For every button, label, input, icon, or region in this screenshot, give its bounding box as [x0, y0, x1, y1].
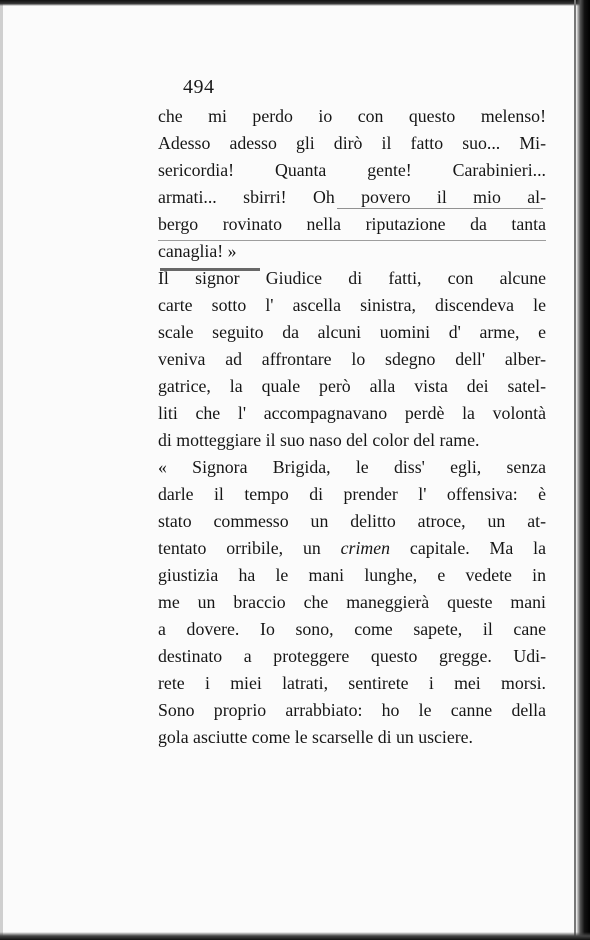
body-text — [158, 103, 546, 751]
page-number: 494 — [183, 76, 215, 98]
text-line: carte sotto l' ascella sinistra, discendeva le — [158, 295, 546, 315]
text-line: a dovere. Io sono, come sapete, il cane — [158, 619, 546, 639]
text-line: Sono proprio arrabbiato: ho le canne della — [158, 700, 546, 720]
italic-term: crimen — [340, 538, 391, 558]
text-line: di motteggiare il suo naso del color del rame. — [158, 430, 480, 450]
text-segment: capitale. Ma la — [390, 538, 546, 558]
text-line: « Signora Brigida, le diss' egli, senza — [158, 457, 546, 477]
page-left-edge — [0, 0, 3, 940]
text-line: gatrice, la quale però alla vista dei satel- — [158, 376, 546, 396]
text-line: scale seguito da alcuni uomini d' arme, e — [158, 322, 546, 342]
text-line: me un braccio che maneggierà queste mani — [158, 592, 546, 612]
text-line: bergo rovinato nella riputazione da tanta — [158, 214, 546, 234]
page-bottom-edge — [0, 932, 590, 940]
text-line: Adesso adesso gli dirò il fatto suo... Mi- — [158, 133, 546, 153]
text-line: sericordia! Quanta gente! Carabinieri... — [158, 160, 546, 180]
text-segment: tentato orribile, un — [158, 538, 341, 558]
text-line — [158, 535, 546, 562]
text-line: liti che l' accompagnavano perdè la volontà — [158, 403, 546, 423]
text-line: destinato a proteggere questo gregge. Udi- — [158, 646, 546, 666]
page-top-edge — [0, 0, 590, 6]
text-line: rete i miei latrati, sentirete i mei morsi. — [158, 673, 546, 693]
text-line: stato commesso un delitto atroce, un at- — [158, 511, 546, 531]
page-right-edge — [576, 0, 590, 940]
text-line: che mi perdo io con questo melenso! — [158, 106, 546, 126]
text-line: canaglia! » — [158, 241, 237, 261]
text-line: gola asciutte come le scarselle di un usciere. — [158, 727, 473, 747]
text-line: darle il tempo di prender l' offensiva: è — [158, 484, 546, 504]
text-line: veniva ad affrontare lo sdegno dell' alber- — [158, 349, 546, 369]
text-line: armati... sbirri! Oh povero il mio al- — [158, 187, 546, 207]
text-line: Il signor Giudice di fatti, con alcune — [158, 268, 546, 288]
text-line: giustizia ha le mani lunghe, e vedete in — [158, 565, 546, 585]
